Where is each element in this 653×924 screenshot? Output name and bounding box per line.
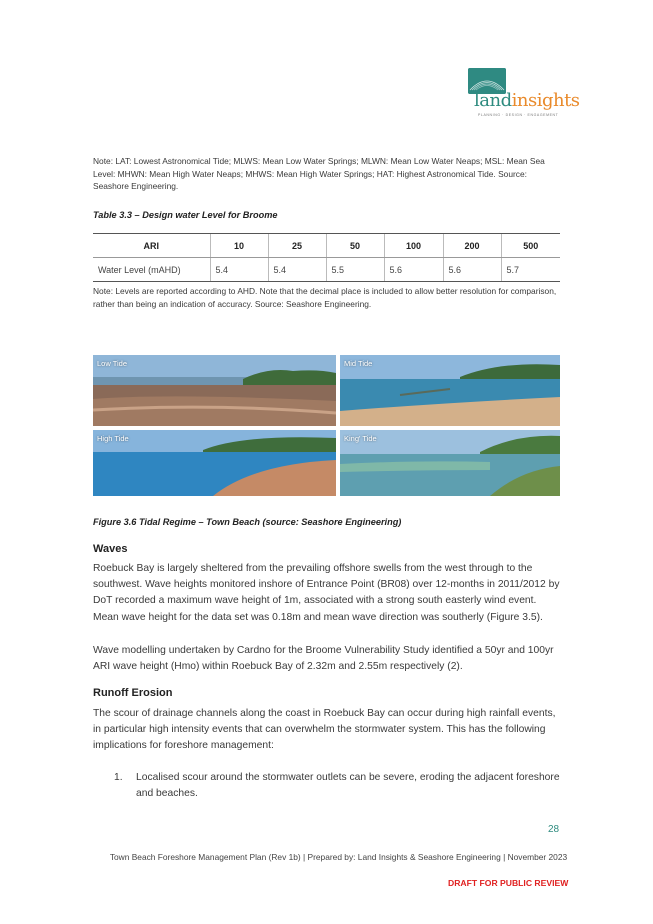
page-number: 28 (548, 824, 560, 835)
header-cell: ARI (93, 234, 210, 258)
low-tide-photo (93, 355, 336, 426)
table-cell: 5.7 (501, 258, 560, 282)
waves-paragraph-1: Roebuck Bay is largely sheltered from the prevailing offshore swells from the west through to the southwest. Wave heights monitored inshore of Entrance Point (BR08) over 12-months in 2011/2012 by DoT recorded a maximum wave height of 1m, associated with a strong south easterly wind event. Mean wave height for the data set was 0.18m and mean wave direction was southerly (Figure 3.5). (93, 563, 560, 623)
list-item-number: 1. (114, 772, 123, 783)
list-item-text: Localised scour around the stormwater outlets can be severe, eroding the adjacent foreshore and beaches. (136, 772, 560, 800)
tide-definition-note: Note: LAT: Lowest Astronomical Tide; MLWS: Mean Low Water Springs; MLWN: Mean Low Water Neaps; MSL: Mean Sea Level: MHWN: Mean High Water Neaps; MHWS: Mean High Water Springs; HAT: Highest Astronomical Tide. Source: Seashore Engineering. (93, 156, 545, 191)
land-insights-logo (468, 68, 580, 118)
header-cell: 500 (501, 234, 560, 258)
logo-wordmark: landinsights (474, 90, 580, 111)
page-footer (0, 852, 653, 862)
table-header-row (93, 234, 560, 258)
design-water-level-table (93, 233, 560, 282)
figure-caption: Figure 3.6 Tidal Regime – Town Beach (source: Seashore Engineering) (93, 517, 402, 527)
high-tide-photo (93, 430, 336, 496)
runoff-paragraph: The scour of drainage channels along the coast in Roebuck Bay can occur during high rainfall events, in particular high intensity events that can overwhelm the stormwater system. This has the following implications for foreshore management: (93, 708, 556, 752)
header-cell: 50 (326, 234, 384, 258)
runoff-erosion-heading: Runoff Erosion (93, 687, 173, 699)
high-tide-label: High Tide (97, 434, 129, 443)
mid-tide-label: Mid Tide (344, 359, 373, 368)
table-caption: Table 3.3 – Design water Level for Broome (93, 210, 278, 220)
low-tide-label: Low Tide (97, 359, 128, 368)
header-cell: 25 (268, 234, 326, 258)
tidal-regime-photo-grid (93, 355, 560, 496)
table-row (93, 258, 560, 282)
logo-tagline: PLANNING · DESIGN · ENGAGEMENT (478, 113, 559, 117)
header-cell: 100 (384, 234, 443, 258)
waves-heading: Waves (93, 543, 128, 555)
table-cell: 5.5 (326, 258, 384, 282)
mid-tide-photo (340, 355, 560, 426)
table-cell: 5.6 (384, 258, 443, 282)
footer-text: Town Beach Foreshore Management Plan (Rev 1b) | Prepared by: Land Insights & Seashore Engineering | November 2023 (109, 852, 568, 862)
header-cell: 200 (443, 234, 501, 258)
waves-paragraph-2: Wave modelling undertaken by Cardno for the Broome Vulnerability Study identified a 50yr and 100yr ARI wave height (Hmo) within Roebuck Bay of 2.32m and 2.55m respectively (2). (93, 645, 554, 673)
king-tide-photo (340, 430, 560, 496)
header-cell: 10 (210, 234, 268, 258)
king-tide-label: King' Tide (344, 434, 377, 443)
table-cell: 5.4 (210, 258, 268, 282)
draft-stamp: DRAFT FOR PUBLIC REVIEW (448, 878, 569, 888)
table-cell: 5.4 (268, 258, 326, 282)
table-cell: 5.6 (443, 258, 501, 282)
list-item (116, 770, 562, 802)
levels-note: Note: Levels are reported according to AHD. Note that the decimal place is included to allow better resolution for comparison, rather than being an indication of accuracy. Source: Seashore Engineering. (93, 286, 557, 309)
table-cell: Water Level (mAHD) (93, 258, 210, 282)
